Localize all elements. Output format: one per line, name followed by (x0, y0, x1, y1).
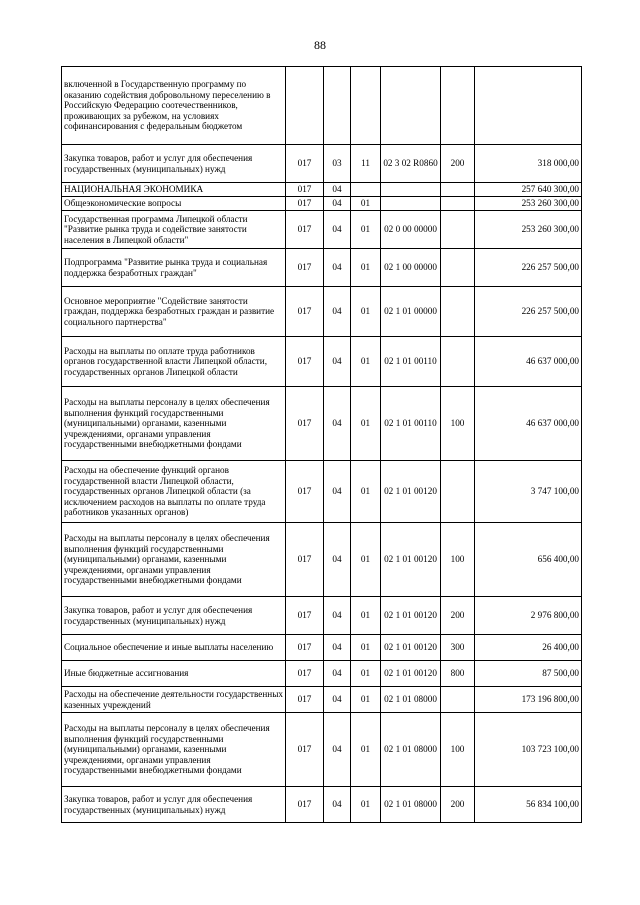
expense-type-cell: 800 (441, 661, 475, 687)
row-name-cell: Расходы на выплаты персоналу в целях обеспечения выполнения функций государственными (муниципальными) органами, казенными учреждениями, органами управления государственными внебюджетными фондами (62, 387, 286, 461)
table-row (62, 523, 582, 597)
target-article-cell: 02 1 00 00000 (381, 249, 441, 287)
target-article-cell: 02 1 01 00120 (381, 597, 441, 635)
subsection-cell: 01 (351, 387, 381, 461)
subsection-cell: 01 (351, 597, 381, 635)
expense-type-cell: 100 (441, 523, 475, 597)
ministry-code-cell: 017 (286, 183, 324, 197)
amount-cell: 257 640 300,00 (475, 183, 582, 197)
expense-type-cell (441, 183, 475, 197)
target-article-cell: 02 0 00 00000 (381, 211, 441, 249)
amount-cell: 173 196 800,00 (475, 687, 582, 713)
ministry-code-cell: 017 (286, 461, 324, 523)
expense-type-cell (441, 461, 475, 523)
table-row (62, 145, 582, 183)
row-name-cell: Расходы на обеспечение функций органов государственной власти Липецкой области, государственных органов Липецкой области (за исключением расходов на выплаты по оплате труда работников указанных органов) (62, 461, 286, 523)
table-row (62, 461, 582, 523)
table-body (62, 67, 582, 823)
amount-cell: 656 400,00 (475, 523, 582, 597)
table-row (62, 67, 582, 145)
section-cell: 04 (324, 597, 351, 635)
expense-type-cell (441, 337, 475, 387)
table-row (62, 249, 582, 287)
row-name-cell: Иные бюджетные ассигнования (62, 661, 286, 687)
row-name-cell: Расходы на выплаты персоналу в целях обеспечения выполнения функций государственными (муниципальными) органами, казенными учреждениями, органами управления государственными внебюджетными фондами (62, 713, 286, 787)
ministry-code-cell: 017 (286, 337, 324, 387)
subsection-cell: 01 (351, 287, 381, 337)
table-row (62, 713, 582, 787)
subsection-cell: 01 (351, 197, 381, 211)
ministry-code-cell: 017 (286, 661, 324, 687)
row-name-cell: Закупка товаров, работ и услуг для обеспечения государственных (муниципальных) нужд (62, 597, 286, 635)
target-article-cell: 02 1 01 08000 (381, 713, 441, 787)
subsection-cell (351, 183, 381, 197)
table-row (62, 787, 582, 823)
row-name-cell: Подпрограмма "Развитие рынка труда и социальная поддержка безработных граждан" (62, 249, 286, 287)
table-row (62, 197, 582, 211)
target-article-cell: 02 1 01 08000 (381, 787, 441, 823)
target-article-cell: 02 1 01 00110 (381, 387, 441, 461)
row-name-cell: Общеэкономические вопросы (62, 197, 286, 211)
subsection-cell: 01 (351, 249, 381, 287)
table-row (62, 211, 582, 249)
ministry-code-cell: 017 (286, 597, 324, 635)
expense-type-cell: 200 (441, 597, 475, 635)
amount-cell (475, 67, 582, 145)
page-number: 88 (314, 38, 326, 52)
target-article-cell (381, 67, 441, 145)
target-article-cell: 02 1 01 00120 (381, 661, 441, 687)
expense-type-cell: 100 (441, 387, 475, 461)
amount-cell: 87 500,00 (475, 661, 582, 687)
row-name-cell: НАЦИОНАЛЬНАЯ ЭКОНОМИКА (62, 183, 286, 197)
subsection-cell: 01 (351, 635, 381, 661)
section-cell: 04 (324, 183, 351, 197)
subsection-cell (351, 67, 381, 145)
subsection-cell: 01 (351, 461, 381, 523)
amount-cell: 318 000,00 (475, 145, 582, 183)
ministry-code-cell: 017 (286, 635, 324, 661)
target-article-cell: 02 1 01 08000 (381, 687, 441, 713)
row-name-cell: включенной в Государственную программу по оказанию содействия добровольному переселению в Российскую Федерацию соотечественников, проживающих за рубежом, на условиях софинансирования с федеральным бюджетом (62, 67, 286, 145)
target-article-cell (381, 197, 441, 211)
ministry-code-cell: 017 (286, 523, 324, 597)
row-name-cell: Закупка товаров, работ и услуг для обеспечения государственных (муниципальных) нужд (62, 787, 286, 823)
expense-type-cell: 300 (441, 635, 475, 661)
expense-type-cell (441, 67, 475, 145)
target-article-cell: 02 3 02 R0860 (381, 145, 441, 183)
amount-cell: 253 260 300,00 (475, 211, 582, 249)
expense-type-cell: 200 (441, 787, 475, 823)
expense-type-cell (441, 287, 475, 337)
section-cell: 04 (324, 787, 351, 823)
amount-cell: 46 637 000,00 (475, 387, 582, 461)
section-cell: 04 (324, 713, 351, 787)
amount-cell: 103 723 100,00 (475, 713, 582, 787)
row-name-cell: Закупка товаров, работ и услуг для обеспечения государственных (муниципальных) нужд (62, 145, 286, 183)
subsection-cell: 01 (351, 661, 381, 687)
ministry-code-cell (286, 67, 324, 145)
row-name-cell: Основное мероприятие "Содействие занятости граждан, поддержка безработных граждан и развитие социального партнерства" (62, 287, 286, 337)
table-row (62, 635, 582, 661)
budget-table (61, 66, 582, 823)
amount-cell: 253 260 300,00 (475, 197, 582, 211)
amount-cell: 56 834 100,00 (475, 787, 582, 823)
section-cell: 04 (324, 635, 351, 661)
row-name-cell: Социальное обеспечение и иные выплаты населению (62, 635, 286, 661)
row-name-cell: Расходы на обеспечение деятельности государственных казенных учреждений (62, 687, 286, 713)
amount-cell: 46 637 000,00 (475, 337, 582, 387)
table-row (62, 661, 582, 687)
row-name-cell: Государственная программа Липецкой области "Развитие рынка труда и содействие занятости населения в Липецкой области" (62, 211, 286, 249)
subsection-cell: 01 (351, 337, 381, 387)
target-article-cell (381, 183, 441, 197)
ministry-code-cell: 017 (286, 145, 324, 183)
section-cell: 04 (324, 461, 351, 523)
expense-type-cell: 100 (441, 713, 475, 787)
expense-type-cell: 200 (441, 145, 475, 183)
target-article-cell: 02 1 01 00120 (381, 635, 441, 661)
section-cell: 04 (324, 387, 351, 461)
subsection-cell: 01 (351, 787, 381, 823)
target-article-cell: 02 1 01 00000 (381, 287, 441, 337)
section-cell: 03 (324, 145, 351, 183)
subsection-cell: 01 (351, 523, 381, 597)
section-cell: 04 (324, 287, 351, 337)
section-cell: 04 (324, 211, 351, 249)
table-row (62, 597, 582, 635)
expense-type-cell (441, 249, 475, 287)
section-cell: 04 (324, 337, 351, 387)
table-row (62, 337, 582, 387)
subsection-cell: 11 (351, 145, 381, 183)
subsection-cell: 01 (351, 713, 381, 787)
subsection-cell: 01 (351, 687, 381, 713)
target-article-cell: 02 1 01 00120 (381, 523, 441, 597)
target-article-cell: 02 1 01 00120 (381, 461, 441, 523)
ministry-code-cell: 017 (286, 287, 324, 337)
ministry-code-cell: 017 (286, 787, 324, 823)
table-row (62, 287, 582, 337)
expense-type-cell (441, 197, 475, 211)
ministry-code-cell: 017 (286, 197, 324, 211)
amount-cell: 2 976 800,00 (475, 597, 582, 635)
section-cell: 04 (324, 661, 351, 687)
ministry-code-cell: 017 (286, 687, 324, 713)
table-row (62, 387, 582, 461)
section-cell: 04 (324, 687, 351, 713)
section-cell: 04 (324, 523, 351, 597)
amount-cell: 226 257 500,00 (475, 287, 582, 337)
expense-type-cell (441, 211, 475, 249)
amount-cell: 26 400,00 (475, 635, 582, 661)
ministry-code-cell: 017 (286, 387, 324, 461)
target-article-cell: 02 1 01 00110 (381, 337, 441, 387)
expense-type-cell (441, 687, 475, 713)
amount-cell: 3 747 100,00 (475, 461, 582, 523)
ministry-code-cell: 017 (286, 713, 324, 787)
section-cell: 04 (324, 249, 351, 287)
row-name-cell: Расходы на выплаты персоналу в целях обеспечения выполнения функций государственными (муниципальными) органами, казенными учреждениями, органами управления государственными внебюджетными фондами (62, 523, 286, 597)
section-cell (324, 67, 351, 145)
amount-cell: 226 257 500,00 (475, 249, 582, 287)
table-row (62, 183, 582, 197)
subsection-cell: 01 (351, 211, 381, 249)
ministry-code-cell: 017 (286, 249, 324, 287)
table-row (62, 687, 582, 713)
row-name-cell: Расходы на выплаты по оплате труда работников органов государственной власти Липецкой области, государственных органов Липецкой области (62, 337, 286, 387)
section-cell: 04 (324, 197, 351, 211)
ministry-code-cell: 017 (286, 211, 324, 249)
